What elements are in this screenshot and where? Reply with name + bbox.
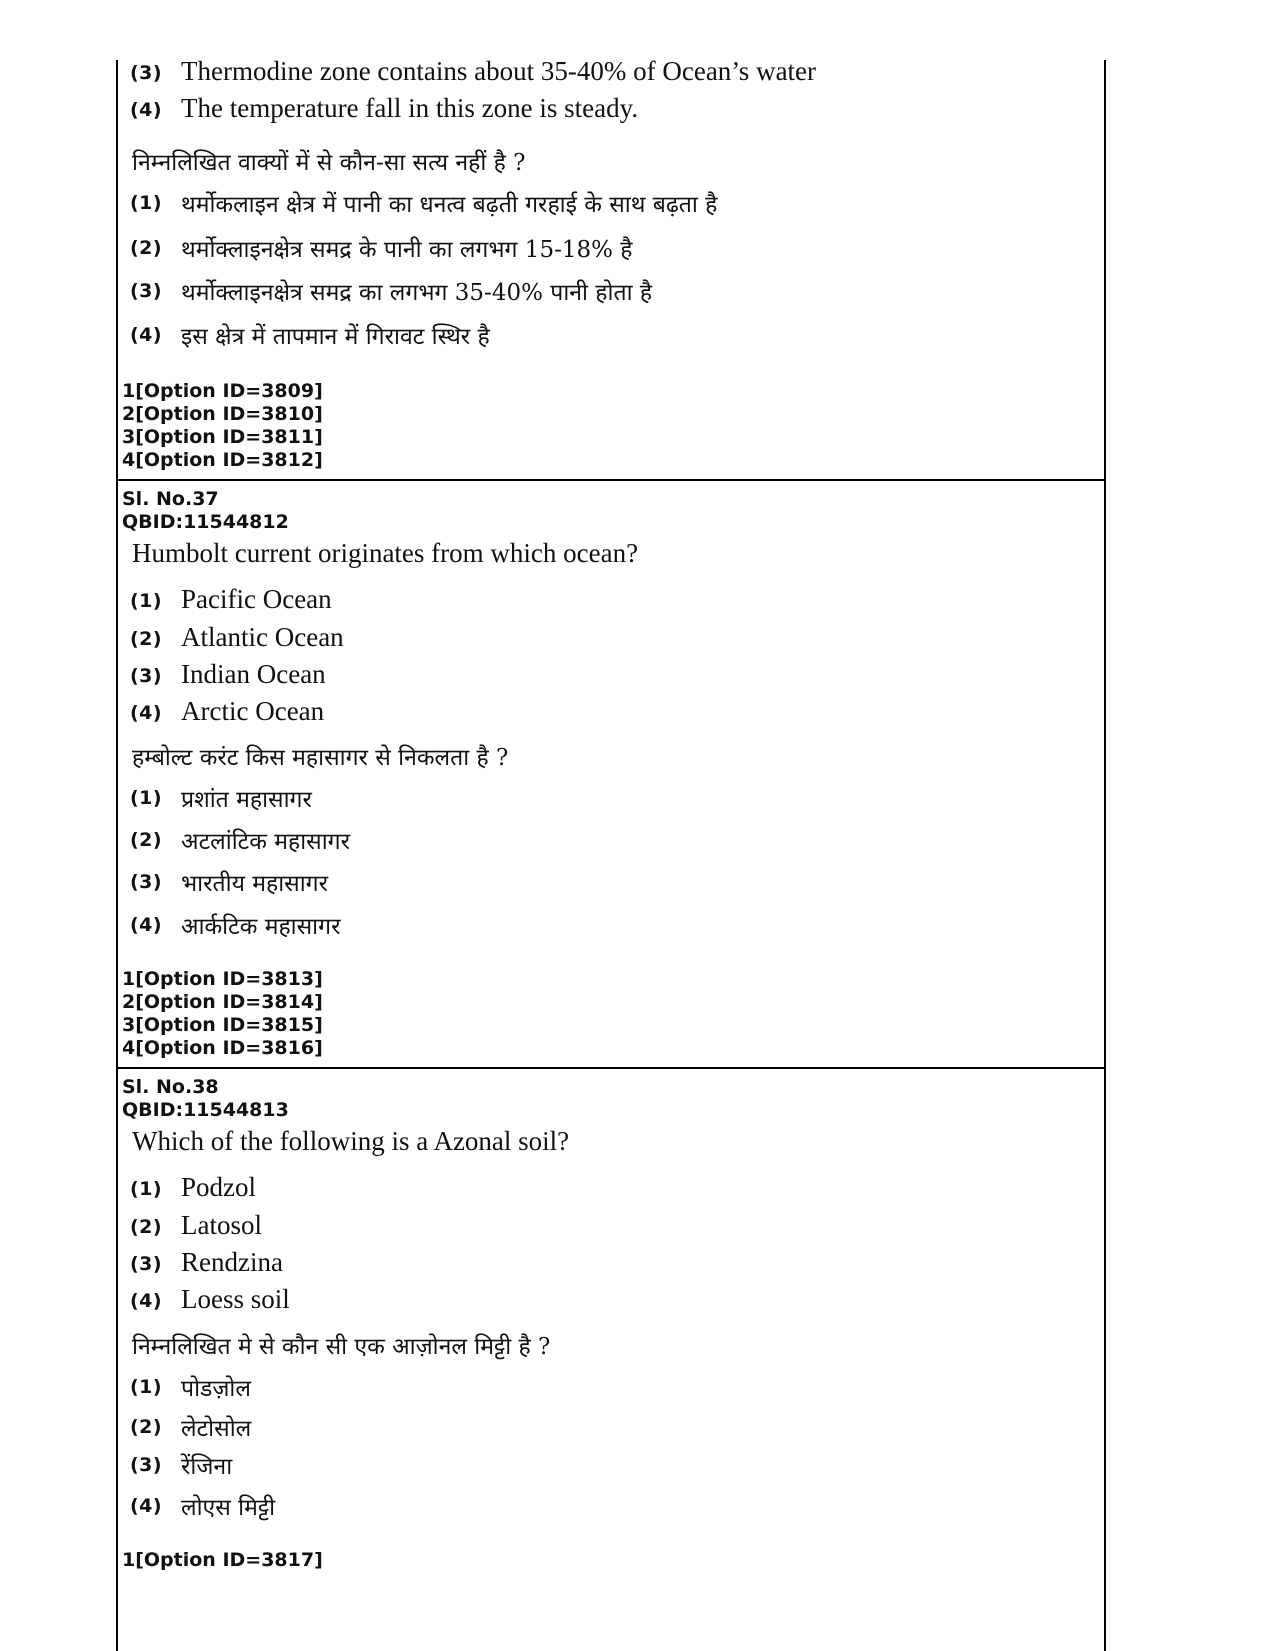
- serial-number: Sl. No.37: [122, 488, 219, 510]
- option-number: (1): [130, 1376, 163, 1398]
- option-number: (3): [130, 871, 163, 893]
- question-text-hindi: हम्बोल्ट करंट किस महासागर से निकलता है ?: [132, 745, 509, 771]
- option-text: भारतीय महासागर: [181, 871, 329, 897]
- option-text: Pacific Ocean: [181, 584, 332, 614]
- option-number: (4): [130, 1495, 163, 1517]
- option-text: Rendzina: [181, 1247, 283, 1277]
- option-text: Indian Ocean: [181, 659, 326, 689]
- option-text: आर्कटिक महासागर: [181, 914, 341, 940]
- option-number: (4): [130, 702, 163, 724]
- option-number: (4): [130, 324, 163, 346]
- option-number: (2): [130, 1416, 163, 1438]
- question-divider: [116, 1067, 1106, 1069]
- option-text: Atlantic Ocean: [181, 622, 344, 652]
- option-text: लोएस मिट्टी: [181, 1495, 276, 1521]
- option-id: 2[Option ID=3810]: [122, 403, 323, 425]
- option-id-list: [122, 1549, 323, 1572]
- qbid: QBID:11544812: [122, 511, 289, 533]
- question-text-english: Humbolt current originates from which ocean?: [132, 538, 639, 568]
- question-text-hindi: निम्नलिखित वाक्यों में से कौन-सा सत्य नहीं है ?: [132, 150, 526, 176]
- option-number: (2): [130, 829, 163, 851]
- question-header: [122, 488, 289, 534]
- option-id: 2[Option ID=3814]: [122, 991, 323, 1013]
- option-id-list: [122, 968, 323, 1060]
- question-divider: [116, 479, 1106, 481]
- option-text: Loess soil: [181, 1284, 290, 1314]
- option-id: 1[Option ID=3809]: [122, 380, 323, 402]
- option-number: (1): [130, 787, 163, 809]
- option-number: (1): [130, 192, 163, 214]
- option-text: The temperature fall in this zone is steady.: [181, 93, 639, 123]
- question-text-english: Which of the following is a Azonal soil?: [132, 1126, 570, 1156]
- option-id: 3[Option ID=3811]: [122, 426, 323, 448]
- question-header: [122, 1076, 289, 1122]
- option-number: (3): [130, 62, 163, 84]
- option-id: 1[Option ID=3813]: [122, 968, 323, 990]
- option-number: (1): [130, 1178, 163, 1200]
- option-text: थर्मोकलाइन क्षेत्र में पानी का धनत्व बढ़ती गरहाई के साथ बढ़ता है: [181, 192, 718, 218]
- qbid: QBID:11544813: [122, 1099, 289, 1121]
- option-text: लेटोसोल: [181, 1416, 252, 1442]
- option-text: Latosol: [181, 1210, 262, 1240]
- option-number: (3): [130, 665, 163, 687]
- option-text: Arctic Ocean: [181, 696, 325, 726]
- option-text: Thermodine zone contains about 35-40% of Ocean’s water: [181, 56, 817, 86]
- option-number: (4): [130, 914, 163, 936]
- option-id: 4[Option ID=3812]: [122, 449, 323, 471]
- option-number: (1): [130, 590, 163, 612]
- option-number: (2): [130, 237, 163, 259]
- option-text: थर्मोक्लाइनक्षेत्र समद्र का लगभग 35-40% पानी होता है: [181, 280, 653, 306]
- option-text: प्रशांत महासागर: [181, 787, 312, 813]
- option-id-list: [122, 380, 323, 472]
- option-number: (3): [130, 1253, 163, 1275]
- question-text-hindi: निम्नलिखित मे से कौन सी एक आज़ोनल मिट्टी है ?: [132, 1334, 551, 1360]
- option-text: Podzol: [181, 1172, 257, 1202]
- option-number: (3): [130, 1454, 163, 1476]
- option-text: अटलांटिक महासागर: [181, 829, 351, 855]
- option-id: 1[Option ID=3817]: [122, 1549, 323, 1571]
- option-number: (2): [130, 1216, 163, 1238]
- option-number: (4): [130, 1290, 163, 1312]
- option-text: रेंजिना: [181, 1454, 233, 1480]
- option-number: (4): [130, 99, 163, 121]
- option-number: (3): [130, 280, 163, 302]
- serial-number: Sl. No.38: [122, 1076, 219, 1098]
- option-id: 4[Option ID=3816]: [122, 1037, 323, 1059]
- option-text: पोडज़ोल: [181, 1376, 251, 1402]
- option-text: थर्मोक्लाइनक्षेत्र समद्र के पानी का लगभग 15-18% है: [181, 237, 633, 263]
- option-text: इस क्षेत्र में तापमान में गिरावट स्थिर है: [181, 324, 490, 350]
- option-number: (2): [130, 628, 163, 650]
- option-id: 3[Option ID=3815]: [122, 1014, 323, 1036]
